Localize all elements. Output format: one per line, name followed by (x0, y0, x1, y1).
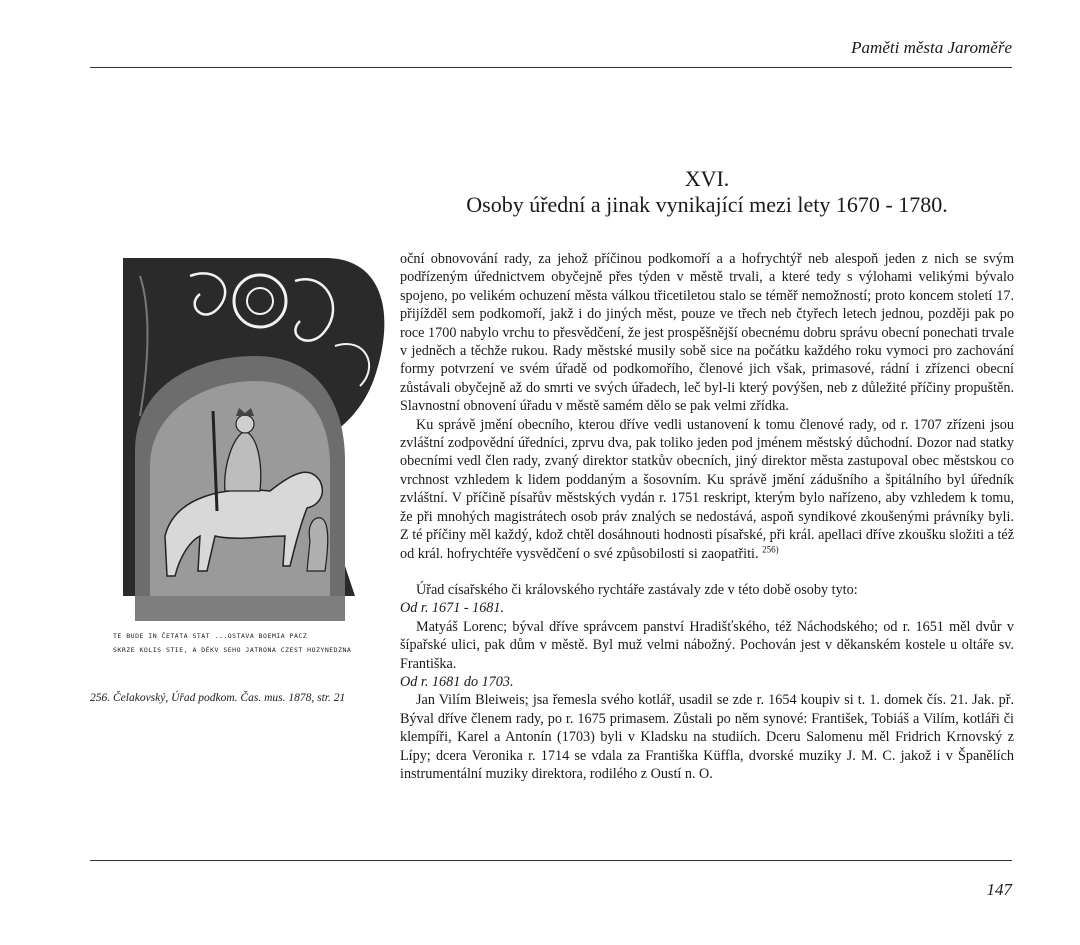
inscription-line-1: TE BUDE IN ČETATA STAT ...OSTAVA BOEMIA PACZ (113, 632, 308, 640)
illustration-initial-r (95, 236, 395, 661)
paragraph-2-text: Ku správě jmění obecního, kterou dříve vedli ustanovení k tomu členové rady, od r. 1707 zřízeni jsou zvláštní zodpovědní úředníci, zprvu dva, pak toliko jeden pod jménem městský důchodní. Dozor nad statky obecními vedl člen rady, zvaný direktor statkův obecních, jiný direktor města zastupoval obec městskou co vrchnost vzhledem k lidem poddaným a šosovním. Ku správě jmění zádušního a špitálního byl úředník zvláštní. V příčině písařův městských vydán r. 1751 reskript, kterým bylo nařízeno, aby vzhledem k tomu, že při mnohých magistrátech osob práv znalých se nedostává, aspoň syndikové zkoušenými právníky byli. Z té příčiny měl každý, kdož chtěl dosáhnouti hodnosti písařské, při král. apellaci dříve zkoušku složiti a též od král. hofrychtéře vysvědčení o své způsobilosti si zaopatřiti. (400, 416, 1014, 562)
running-header: Paměti města Jaroměře (851, 38, 1012, 57)
paragraph-3: Úřad císařského či královského rychtáře zastávaly zde v této době osoby tyto: (416, 581, 858, 598)
chapter-number: XVI. (684, 166, 730, 191)
paragraph-1: oční obnovování rady, za jehož příčinou podkomoří a a hofrychtýř neb alespoň jeden z nich se svým podřízeným úřednictvem obyčejně přes týden v městě trvali, a které tedy s výlohami velikými bývalo spojeno, po velikém ochuzení města válkou třicetiletou stalo se téměř nemožností; proto koncem století 17. přijížděl sem podkomoří, jakž i do jiných měst, pouze ve třech neb čtyřech letech jednou, později pak po roce 1700 nabylo vrchu to přesvědčení, že jest prospěšnější obecnému dobru správu obecní ponechati trvale v jedněch a těchže rukou. Rady městské musily sobě sice na počátku každého roku vymoci pro zachování formy potvrzení ve svém úřadě od podkomořího, členové jich však, primasové, rádní i zřízenci obecní zůstávali obyčejně až do smrti ve svých úřadech, leč byl-li který povýšen, neb z důležité příčiny propuštěn. Slavnostní obnovení úřadu v městě samém dělo se pak velmi zřídka. (400, 251, 1014, 415)
body-text (400, 250, 1014, 783)
footer-rule (90, 860, 1012, 861)
paragraph-bleiweis: Jan Vilím Bleiweis; jsa řemesla svého kotlář, usadil se zde r. 1654 koupiv si t. 1. domek čís. 21. Jak. př. Býval dříve členem rady, po r. 1675 primasem. Zůstali po něm synové: František, Tobiáš a Vilím, kotláři či klempíři, Karel a Antonín (1703) byli v Kladsku na studiích. Dceru Salomenu měl Fridrich Krnovský z Lípy; dcera Veronika r. 1714 se vdala za Františka Küffla, dvorské muziky J. M. C. jakož i v Španělích instrumentální muziky direktora, rodilého z Oustí n. O. (400, 692, 1014, 782)
footnote-marker: 256) (762, 543, 779, 554)
period-heading-1681: Od r. 1681 do 1703. (400, 673, 514, 690)
inscription-line-2: SKRZE KOLIS STIE, A DĚKV SEHO JATRONA CZEST HOZYNEDZNA (113, 646, 352, 654)
chapter-title: Osoby úřední a jinak vynikající mezi lety 1670 - 1780. (466, 192, 948, 217)
figure-caption: 256. Čelakovský, Úřad podkom. Čas. mus. 1878, str. 21 (90, 692, 346, 704)
header-rule (90, 67, 1012, 68)
paragraph-lorenc: Matyáš Lorenc; býval dříve správcem panství Hradišťského, též Náchodského; od r. 1651 měl dvůr v šípařské ulici, pak dům v městě. Byl muž velmi nábožný. Pochován jest v děkanském kostele u oltáře sv. Františka. (400, 618, 1014, 672)
page-number: 147 (986, 880, 1012, 899)
paragraph-2 (400, 416, 1014, 563)
engraving-initial-r-image (95, 236, 395, 626)
period-heading-1671: Od r. 1671 - 1681. (400, 600, 505, 617)
